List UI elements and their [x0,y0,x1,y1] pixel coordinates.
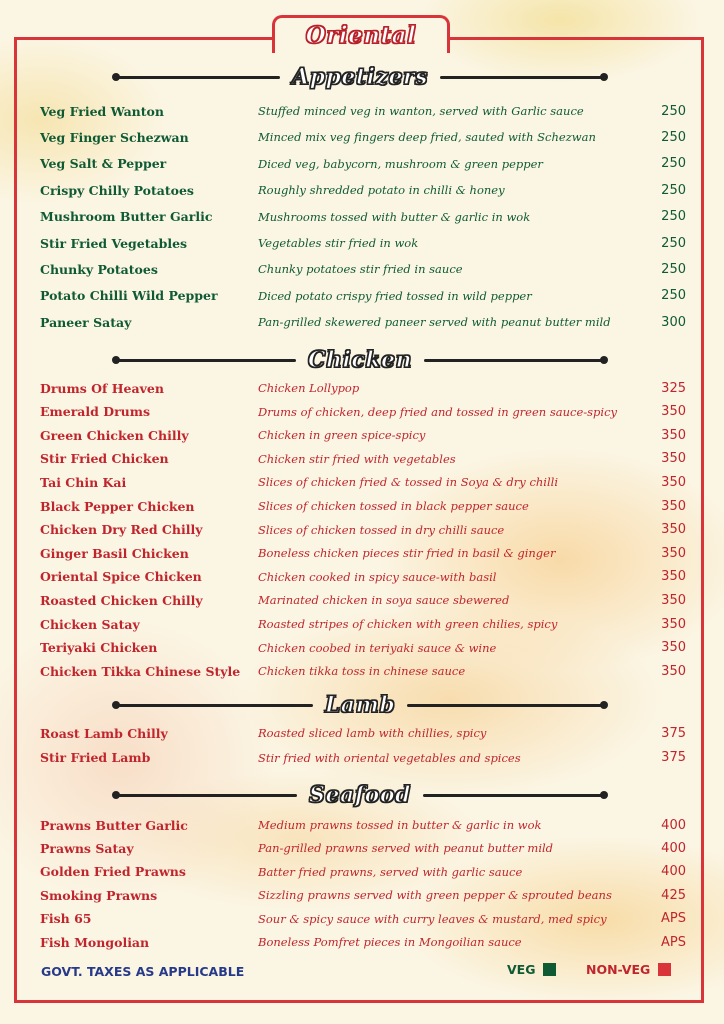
menu-item [40,566,686,588]
item-name: Crispy Chilly Potatoes [40,182,194,198]
item-description: Slices of chicken tossed in black pepper sauce [258,499,529,513]
menu-item [40,179,686,201]
item-description: Roasted stripes of chicken with green chilies, spicy [258,617,558,631]
menu-item [40,377,686,399]
item-description: Sizzling prawns served with green pepper & sprouted beans [258,888,612,903]
non-veg-legend [586,962,671,977]
item-name: Chicken Dry Red Chilly [40,522,203,538]
section-heading-chicken [115,345,605,375]
item-name: Fish 65 [40,911,92,927]
item-price: 350 [661,640,686,656]
menu-item [40,931,686,953]
menu-item [40,637,686,659]
item-price: 350 [661,427,686,443]
item-name: Teriyaki Chicken [40,640,158,656]
item-description: Chicken cooked in spicy sauce-with basil [258,569,497,584]
non-veg-legend-label: NON-VEG [586,962,651,977]
item-name: Roast Lamb Chilly [40,725,168,741]
section-title: Chicken [308,347,412,373]
item-description: Chicken Lollypop [258,381,360,395]
menu-item [40,589,686,611]
item-price: 350 [661,451,686,467]
item-name: Prawns Butter Garlic [40,817,188,833]
item-name: Tai Chin Kai [40,474,127,490]
menu-item [40,424,686,446]
item-name: Prawns Satay [40,840,134,856]
item-description: Sour & spicy sauce with curry leaves & mustard, med spicy [258,911,607,926]
item-description: Vegetables stir fried in wok [258,236,419,250]
menu-item [40,722,686,744]
item-price: 250 [661,235,686,251]
item-price: 350 [661,663,686,679]
menu-item [40,814,686,836]
item-price: 250 [661,261,686,277]
menu-title: Oriental [305,22,417,49]
item-price: APS [661,911,686,927]
menu-item [40,495,686,517]
item-description: Pan-grilled prawns served with peanut butter mild [258,841,554,856]
menu-item [40,232,686,254]
section-title: Lamb [324,692,396,718]
item-price: 350 [661,474,686,490]
item-description: Pan-grilled skewered paneer served with peanut butter mild [258,315,611,330]
section-heading-seafood [115,780,605,810]
menu-item [40,471,686,493]
item-price: 400 [661,864,686,880]
menu-item [40,884,686,906]
item-price: 350 [661,592,686,608]
item-description: Medium prawns tossed in butter & garlic in wok [258,818,542,832]
item-price: 350 [661,404,686,420]
section-title: Appetizers [292,64,428,90]
item-name: Chicken Satay [40,616,140,632]
item-description: Chicken tikka toss in chinese sauce [258,664,466,679]
item-name: Potato Chilli Wild Pepper [40,288,218,304]
item-name: Emerald Drums [40,404,151,420]
menu-item [40,837,686,859]
menu-item [40,100,686,122]
item-price: 400 [661,840,686,856]
menu-item [40,311,686,333]
menu-item [40,401,686,423]
item-price: 375 [661,725,686,741]
item-price: 400 [661,817,686,833]
item-name: Chunky Potatoes [40,261,158,277]
section-title: Seafood [309,782,411,808]
item-name: Stir Fried Lamb [40,750,151,765]
menu-item [40,861,686,883]
item-name: Black Pepper Chicken [40,498,195,514]
item-description: Mushrooms tossed with butter & garlic in wok [258,209,531,224]
item-name: Veg Finger Schezwan [40,129,189,145]
menu-item [40,285,686,307]
item-description: Roughly shredded potato in chilli & honey [258,183,505,198]
item-description: Slices of chicken tossed in dry chilli sauce [258,522,505,537]
item-description: Chunky potatoes stir fried in sauce [258,262,463,277]
menu-item [40,747,686,769]
item-description: Diced potato crispy fried tossed in wild pepper [258,288,532,303]
menu-item [40,448,686,470]
item-description: Boneless chicken pieces stir fried in basil & ginger [258,546,556,561]
item-description: Marinated chicken in soya sauce sbewered [258,593,510,608]
non-veg-square-icon [658,963,671,976]
divider-left [115,704,313,707]
item-name: Roasted Chicken Chilly [40,592,203,608]
item-price: 350 [661,545,686,561]
item-price: APS [661,934,686,950]
menu-item [40,519,686,541]
item-name: Stir Fried Chicken [40,451,169,467]
item-price: 250 [661,156,686,172]
item-name: Golden Fried Prawns [40,864,186,880]
divider-right [423,794,605,797]
menu-item [40,613,686,635]
divider-right [424,359,605,362]
menu-item [40,660,686,682]
menu-item [40,908,686,930]
menu-item [40,542,686,564]
item-description: Batter fried prawns, served with garlic sauce [258,864,523,879]
item-description: Drums of chicken, deep fried and tossed in green sauce-spicy [258,404,618,419]
divider-left [115,359,296,362]
item-name: Ginger Basil Chicken [40,545,189,561]
menu-item [40,258,686,280]
item-price: 250 [661,209,686,225]
item-description: Minced mix veg fingers deep fried, sauted with Schezwan [258,130,596,145]
veg-legend-label: VEG [507,962,536,977]
section-heading-lamb [115,690,605,720]
item-name: Paneer Satay [40,314,132,330]
item-name: Veg Fried Wanton [40,103,164,119]
item-name: Drums Of Heaven [40,380,164,396]
item-description: Stir fried with oriental vegetables and spices [258,750,521,765]
title-tab [272,15,450,53]
item-price: 250 [661,129,686,145]
menu-item [40,153,686,175]
veg-legend [507,962,556,977]
item-price: 375 [661,750,686,765]
item-name: Chicken Tikka Chinese Style [40,663,241,679]
item-price: 325 [661,380,686,396]
menu-item [40,206,686,228]
item-description: Chicken stir fried with vegetables [258,451,456,466]
item-description: Chicken coobed in teriyaki sauce & wine [258,640,497,655]
menu-item [40,126,686,148]
item-description: Slices of chicken fried & tossed in Soya & dry chilli [258,475,559,490]
divider-left [115,76,280,79]
item-description: Roasted sliced lamb with chillies, spicy [258,726,487,740]
item-name: Smoking Prawns [40,887,158,903]
section-heading-appetizers [115,62,605,92]
divider-left [115,794,297,797]
item-price: 250 [661,288,686,304]
divider-right [440,76,605,79]
item-price: 300 [661,314,686,330]
item-description: Chicken in green spice-spicy [258,428,426,443]
item-name: Stir Fried Vegetables [40,235,188,251]
item-name: Fish Mongolian [40,934,150,950]
taxes-note: GOVT. TAXES AS APPLICABLE [41,964,245,979]
item-price: 350 [661,616,686,632]
divider-right [407,704,605,707]
item-price: 250 [661,182,686,198]
veg-square-icon [543,963,556,976]
item-name: Oriental Spice Chicken [40,569,202,585]
item-price: 350 [661,522,686,538]
item-name: Mushroom Butter Garlic [40,209,213,225]
item-name: Veg Salt & Pepper [40,156,167,172]
item-description: Stuffed minced veg in wanton, served with Garlic sauce [258,104,584,118]
item-description: Diced veg, babycorn, mushroom & green pepper [258,156,543,171]
item-name: Green Chicken Chilly [40,427,189,443]
item-price: 425 [661,887,686,903]
item-description: Boneless Pomfret pieces in Mongoilian sauce [258,935,522,949]
item-price: 350 [661,569,686,585]
item-price: 250 [661,103,686,119]
item-price: 350 [661,498,686,514]
